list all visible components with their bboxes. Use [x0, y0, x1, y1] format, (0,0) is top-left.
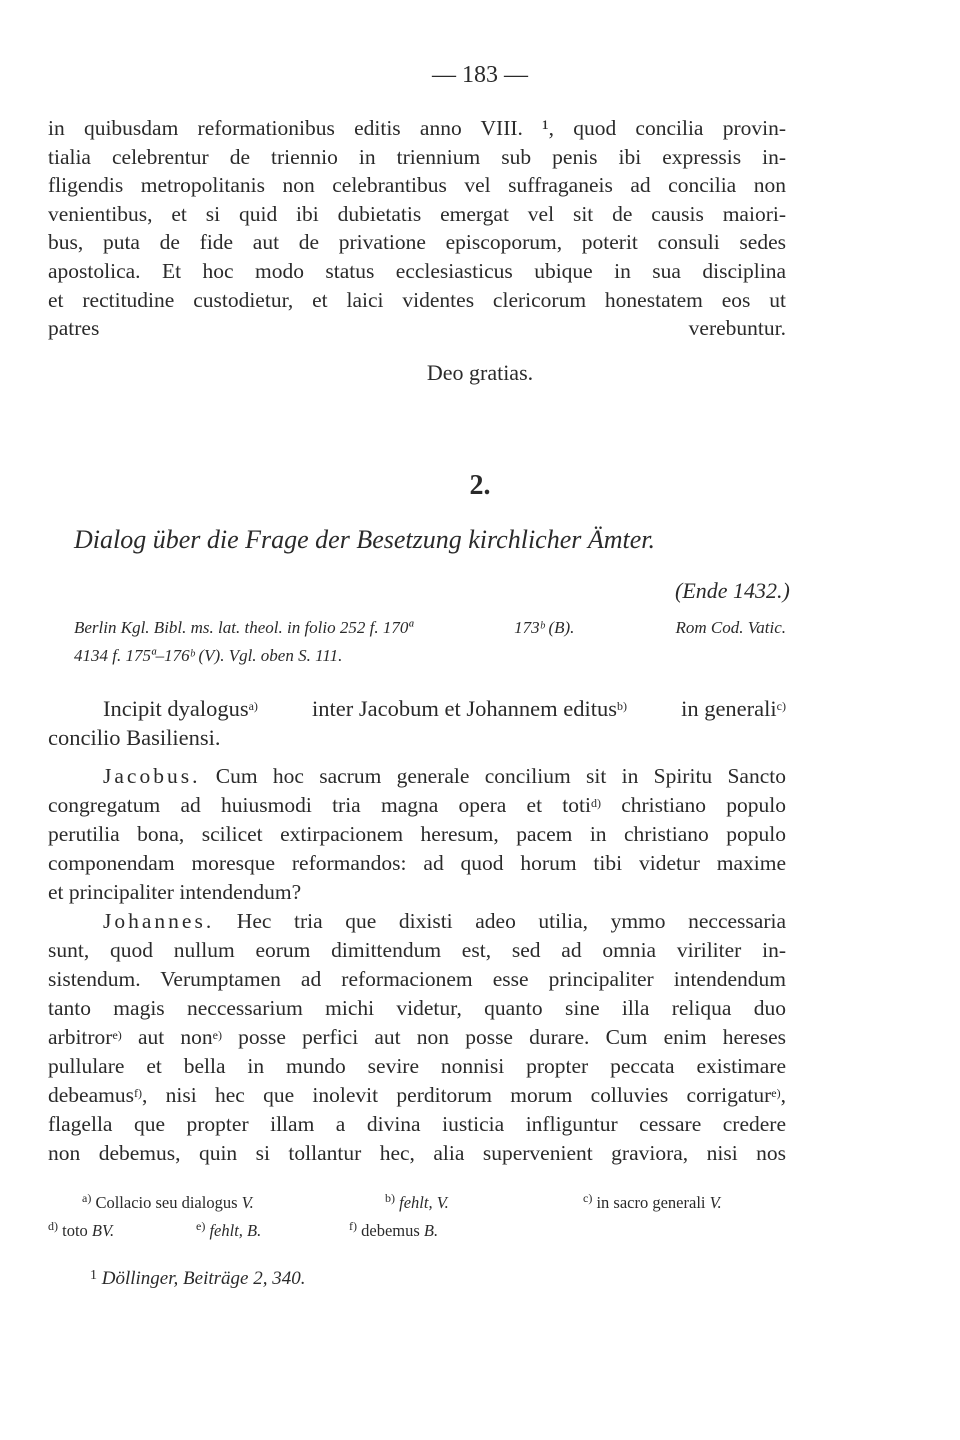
- incipit-paragraph: [48, 694, 786, 752]
- footnote-text: debemus: [357, 1221, 424, 1240]
- text-segment: arbitror: [48, 1025, 113, 1049]
- footnote-text: in sacro generali: [592, 1193, 710, 1212]
- top-paragraph: [48, 114, 786, 343]
- johannes-line-9: non debemus, quin si tollantur hec, alia supervenient graviora, nisi nos: [48, 1141, 786, 1165]
- footnote-a: [82, 1193, 254, 1213]
- source-line-1: [74, 618, 786, 638]
- footnote-mark: f): [349, 1219, 357, 1233]
- text-line: in quibusdam reformationibus editis anno VIII. ¹, quod concilia provin-: [48, 116, 786, 140]
- text-segment: Hec tria que dixisti adeo utilia, ymmo neccessaria: [214, 909, 786, 933]
- text-segment: christiano populo: [600, 793, 786, 817]
- footnote-ms: V.: [709, 1193, 722, 1212]
- johannes-line-5: [48, 1023, 786, 1052]
- jacobus-line-4: componendam moresque reformandos: ad quod horum tibi videtur maxime: [48, 851, 786, 875]
- text-segment: aut non: [121, 1025, 213, 1049]
- text-segment: , nisi hec que inolevit perditorum morum colluvies corrigatur: [141, 1083, 772, 1107]
- text-line: venientibus, et si quid ibi dubietatis emergat vel sit de causis maiori-: [48, 201, 786, 226]
- footnote-e: [196, 1221, 261, 1241]
- johannes-paragraph: [48, 907, 786, 1168]
- running-head-page-number: — 183 —: [432, 62, 528, 88]
- source-line-2: 4134 f. 175ª–176ᵇ (V). Vgl. oben S. 111.: [74, 646, 343, 665]
- incipit-line-1: [48, 694, 786, 723]
- footnote-b: [385, 1193, 449, 1213]
- footnote-mark: b): [385, 1191, 395, 1205]
- text-segment: ,: [780, 1083, 786, 1107]
- editor-footnote: [90, 1268, 305, 1290]
- text-segment: congregatum ad huiusmodi tria magna opera et toti: [48, 793, 591, 817]
- jacobus-line-2: [48, 791, 786, 820]
- closing-deo-gratias: Deo gratias.: [426, 360, 534, 385]
- text-segment: debeamus: [48, 1083, 134, 1107]
- incipit-part: [312, 694, 627, 723]
- footnote-ms: V.: [241, 1193, 254, 1212]
- incipit-part: [103, 694, 258, 723]
- footnote-text: fehlt, B.: [205, 1221, 262, 1240]
- speaker-jacobus: Jacobus.: [103, 764, 201, 788]
- section-number: 2.: [469, 470, 491, 501]
- footnote-text: fehlt, V.: [395, 1193, 449, 1212]
- footnote-ref-f: f): [133, 1086, 142, 1100]
- footnote-ref-b: b): [616, 699, 627, 713]
- footnote-ref-e: e): [112, 1028, 122, 1042]
- jacobus-line-3: perutilia bona, scilicet extirpacionem heresum, pacem in christiano populo: [48, 822, 786, 846]
- johannes-line-7: [48, 1081, 786, 1110]
- footnote-text: Collacio seu dialogus: [91, 1193, 242, 1212]
- source-rome: Rom Cod. Vatic.: [675, 618, 786, 637]
- incipit-text: Incipit dyalogus: [103, 696, 249, 721]
- text-line: tialia celebrentur de triennio in triennium sub penis ibi expressis in-: [48, 144, 786, 169]
- section-title: Dialog über die Frage der Besetzung kirchlicher Ämter.: [74, 525, 656, 554]
- source-folio: 173ᵇ (B).: [514, 618, 575, 637]
- johannes-line-2: sunt, quod nullum eorum dimittendum est, sed ad omnia viriliter in-: [48, 938, 786, 962]
- johannes-line-1: [48, 907, 786, 936]
- incipit-line-2: concilio Basiliensi.: [48, 725, 221, 750]
- incipit-text: in generali: [681, 696, 777, 721]
- source-berlin: Berlin Kgl. Bibl. ms. lat. theol. in folio 252 f. 170ª: [74, 618, 414, 637]
- footnote-ref-a: a): [248, 699, 258, 713]
- footnote-mark: c): [583, 1191, 593, 1205]
- johannes-line-6: pullulare et bella in mundo sevire nonnisi propter peccata existimare: [48, 1054, 786, 1078]
- footnote-text: Döllinger, Beiträge 2, 340.: [97, 1268, 306, 1289]
- johannes-line-3: sistendum. Verumptamen ad reformacionem esse principaliter intendendum: [48, 967, 786, 991]
- johannes-line-8: flagella que propter illam a divina iusticia infliguntur cessare credere: [48, 1112, 786, 1136]
- text-line: patres verebuntur.: [48, 316, 786, 341]
- footnote-mark: a): [82, 1191, 92, 1205]
- text-segment: Cum hoc sacrum generale concilium sit in Spiritu Sancto: [200, 764, 786, 788]
- footnote-ms: BV.: [91, 1221, 115, 1240]
- footnote-mark: e): [196, 1219, 206, 1233]
- footnote-mark: 1: [90, 1268, 97, 1283]
- speaker-johannes: Johannes.: [103, 909, 215, 933]
- footnote-ref-c: c): [776, 699, 786, 713]
- incipit-part: [681, 694, 786, 723]
- footnote-ref-e: e): [212, 1028, 222, 1042]
- incipit-text: inter Jacobum et Johannem editus: [312, 696, 617, 721]
- text-line: fligendis metropolitanis non celebrantibus vel suffraganeis ad concilia non: [48, 173, 786, 198]
- text-line: et rectitudine custodietur, et laici videntes clericorum honestatem eos ut: [48, 287, 786, 312]
- footnote-ref-d: d): [590, 796, 601, 810]
- footnote-ref-e: e): [771, 1086, 781, 1100]
- jacobus-line-5: et principaliter intendendum?: [48, 880, 302, 904]
- text-segment: posse perfici aut non posse durare. Cum enim hereses: [221, 1025, 786, 1049]
- footnote-d: [48, 1221, 114, 1241]
- text-line: apostolica. Et hoc modo status ecclesiasticus ubique in sua disciplina: [48, 258, 786, 283]
- text-line: bus, puta de fide aut de privatione episcoporum, poterit consuli sedes: [48, 230, 786, 255]
- section-date: (Ende 1432.): [675, 578, 790, 603]
- jacobus-paragraph: [48, 762, 786, 907]
- footnote-f: [349, 1221, 438, 1241]
- footnote-text: toto: [58, 1221, 92, 1240]
- footnote-c: [583, 1193, 722, 1213]
- footnote-ms: B.: [423, 1221, 439, 1240]
- jacobus-line-1: [48, 762, 786, 791]
- footnote-mark: d): [48, 1219, 58, 1233]
- johannes-line-4: tanto magis neccessarium michi videtur, quanto sine illa reliqua duo: [48, 996, 786, 1020]
